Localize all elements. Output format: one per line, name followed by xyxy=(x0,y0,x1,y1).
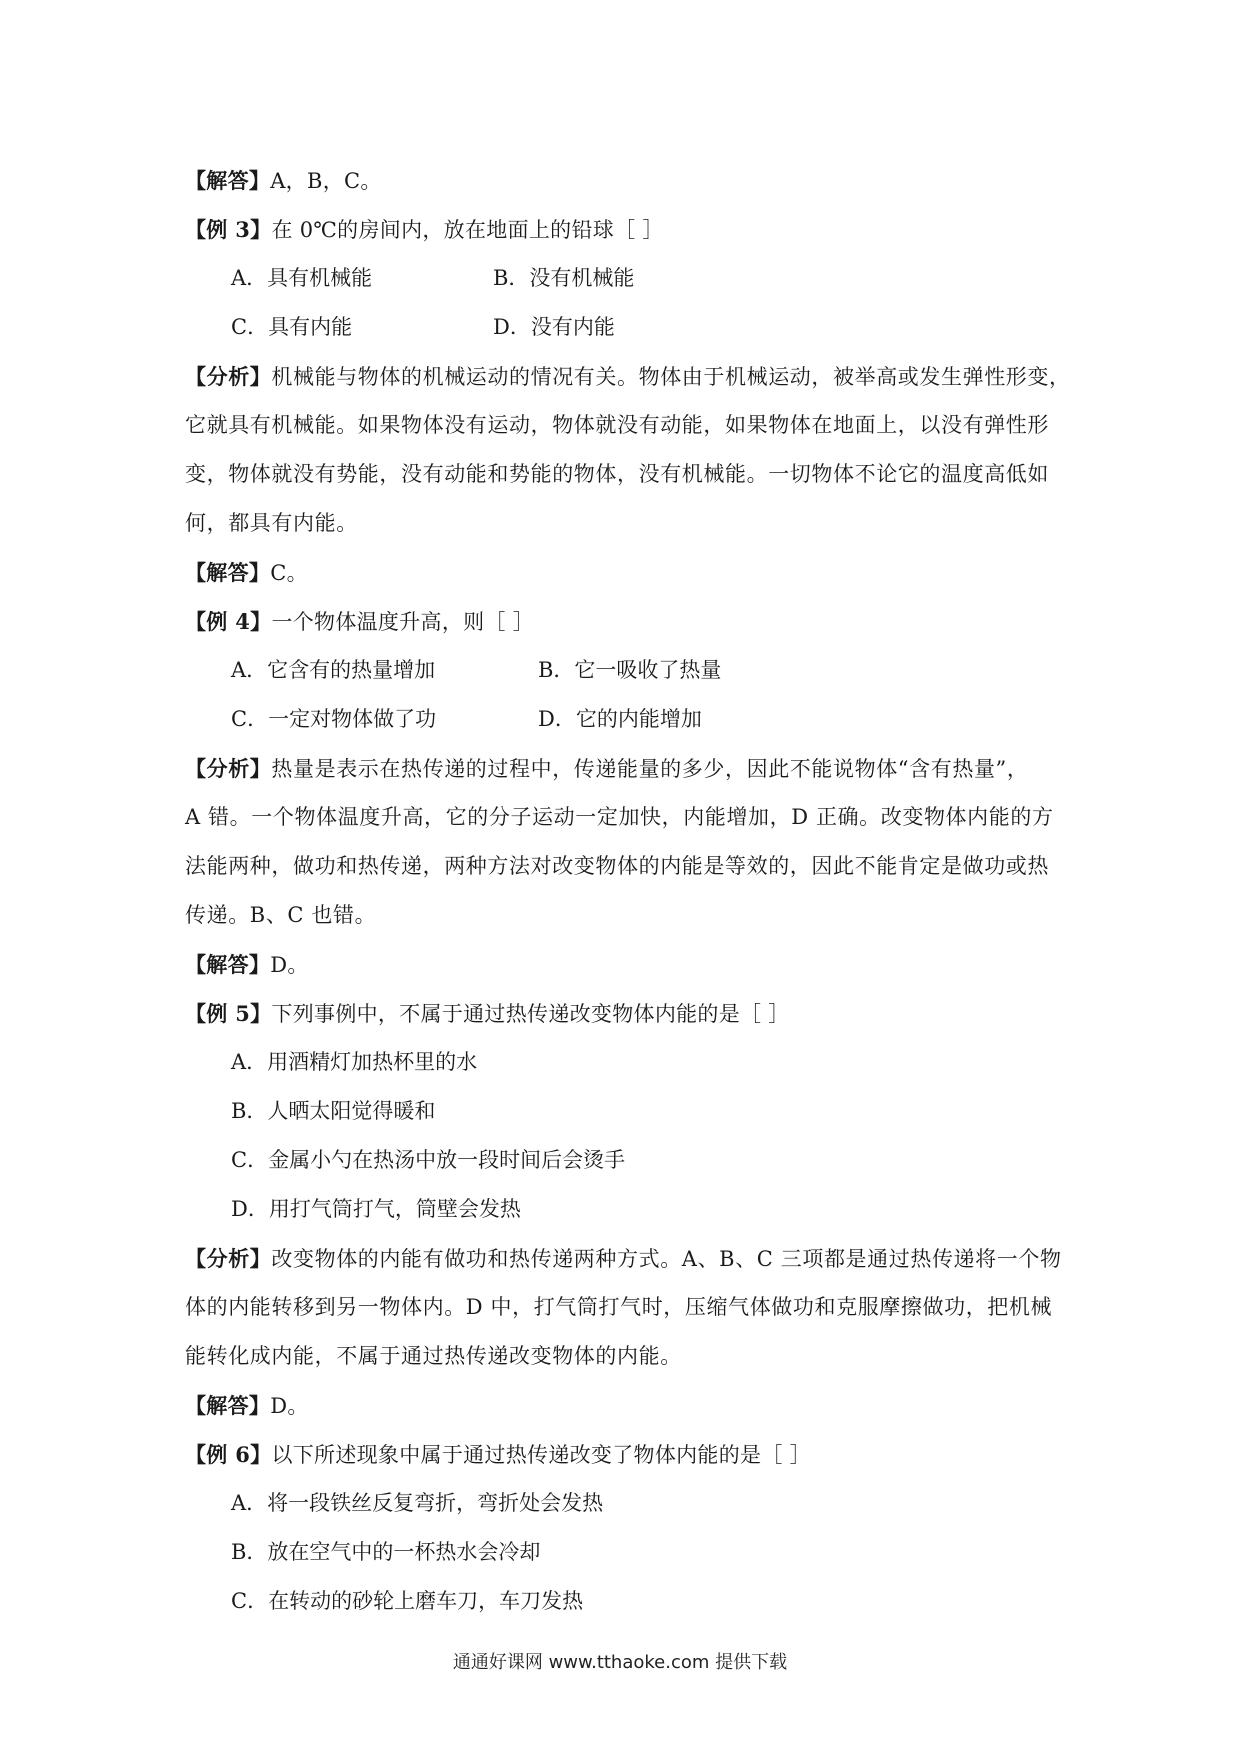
answer-tag: 【解答】 xyxy=(185,168,271,193)
answer-tag: 【解答】 xyxy=(185,560,271,585)
analysis-line xyxy=(185,1283,1065,1332)
option-item: B．放在空气中的一杯热水会冷却 xyxy=(231,1540,541,1564)
analysis-line xyxy=(185,793,1065,842)
option-item: B．人晒太阳觉得暖和 xyxy=(231,1099,436,1123)
answer-text: D。 xyxy=(270,953,309,977)
analysis-line xyxy=(185,499,1065,548)
question-line xyxy=(185,989,1065,1038)
question-line xyxy=(185,205,1065,254)
analysis-text: 变，物体就没有势能，没有动能和势能的物体，没有机械能。一切物体不论它的温度高低如 xyxy=(185,462,1049,486)
analysis-line xyxy=(185,1332,1065,1381)
analysis-text: A 错。一个物体温度升高，它的分子运动一定加快，内能增加，D 正确。改变物体内能的方 xyxy=(185,805,1054,829)
analysis-tag: 【分析】 xyxy=(185,1246,272,1271)
option-item: C．一定对物体做了功 xyxy=(231,707,437,731)
analysis-line xyxy=(185,842,1065,891)
option-row xyxy=(185,254,1065,303)
question-text: 以下所述现象中属于通过热传递改变了物体内能的是［ ］ xyxy=(271,1443,811,1467)
option-item: A．用酒精灯加热杯里的水 xyxy=(231,1050,478,1074)
analysis-paragraph xyxy=(185,1234,1065,1381)
example-tag: 【例 4】 xyxy=(185,609,272,634)
question-text: 一个物体温度升高，则［ ］ xyxy=(271,610,535,634)
answer-line xyxy=(185,1381,1065,1430)
example-tag: 【例 6】 xyxy=(185,1442,272,1467)
option-item: D．用打气筒打气，筒壁会发热 xyxy=(231,1197,521,1221)
analysis-text: 体的内能转移到另一物体内。D 中，打气筒打气时，压缩气体做功和克服摩擦做功，把机械 xyxy=(185,1295,1053,1319)
analysis-line xyxy=(185,450,1065,499)
option-item: C．具有内能 xyxy=(231,315,353,339)
answer-tag: 【解答】 xyxy=(185,1393,271,1418)
option-item: D．它的内能增加 xyxy=(538,707,702,731)
answer-tag: 【解答】 xyxy=(185,952,271,977)
analysis-line xyxy=(185,1234,1065,1283)
analysis-line xyxy=(185,891,1065,940)
option-item: A．具有机械能 xyxy=(231,266,373,290)
answer-line xyxy=(185,940,1065,989)
analysis-line xyxy=(185,401,1065,450)
option-item: A．将一段铁丝反复弯折，弯折处会发热 xyxy=(231,1491,604,1515)
page-footer: 通通好课网 www.tthaoke.com 提供下载 xyxy=(452,1652,788,1673)
analysis-text: 传递。B、C 也错。 xyxy=(185,903,377,927)
option-item: D．没有内能 xyxy=(493,315,615,339)
document-body xyxy=(185,156,1071,1626)
option-item: B．它一吸收了热量 xyxy=(538,658,722,682)
analysis-tag: 【分析】 xyxy=(185,364,272,389)
question-text: 在 0℃的房间内，放在地面上的铅球［ ］ xyxy=(271,218,664,242)
analysis-text: 它就具有机械能。如果物体没有运动，物体就没有动能，如果物体在地面上，以没有弹性形 xyxy=(185,413,1049,437)
analysis-text: 机械能与物体的机械运动的情况有关。物体由于机械运动，被举高或发生弹性形变， xyxy=(271,365,1071,389)
answer-text: A，B，C。 xyxy=(270,169,382,193)
answer-text: D。 xyxy=(270,1394,309,1418)
analysis-text: 法能两种，做功和热传递，两种方法对改变物体的内能是等效的，因此不能肯定是做功或热 xyxy=(185,854,1049,878)
analysis-tag: 【分析】 xyxy=(185,756,272,781)
question-line xyxy=(185,597,1065,646)
analysis-text: 改变物体的内能有做功和热传递两种方式。A、B、C 三项都是通过热传递将一个物 xyxy=(271,1247,1062,1271)
option-row xyxy=(185,303,1065,352)
answer-text: C。 xyxy=(270,561,308,585)
answer-line xyxy=(185,548,1065,597)
option-item: C．金属小勺在热汤中放一段时间后会烫手 xyxy=(231,1148,626,1172)
option-row xyxy=(185,695,1065,744)
option-row xyxy=(185,646,1065,695)
analysis-line xyxy=(185,352,1071,401)
question-text: 下列事例中，不属于通过热传递改变物体内能的是［ ］ xyxy=(271,1002,790,1026)
analysis-paragraph xyxy=(185,744,1065,940)
example-tag: 【例 5】 xyxy=(185,1001,272,1026)
analysis-text: 能转化成内能，不属于通过热传递改变物体的内能。 xyxy=(185,1344,682,1368)
option-item: C．在转动的砂轮上磨车刀，车刀发热 xyxy=(231,1589,584,1613)
example-tag: 【例 3】 xyxy=(185,217,272,242)
analysis-line xyxy=(185,744,1065,793)
analysis-paragraph xyxy=(185,352,1071,548)
analysis-text: 何，都具有内能。 xyxy=(185,511,358,535)
question-line xyxy=(185,1430,1065,1479)
analysis-text: 热量是表示在热传递的过程中，传递能量的多少，因此不能说物体“含有热量”， xyxy=(271,757,1029,781)
option-item: A．它含有的热量增加 xyxy=(231,658,436,682)
option-item: B．没有机械能 xyxy=(493,266,635,290)
answer-line xyxy=(185,156,1065,205)
